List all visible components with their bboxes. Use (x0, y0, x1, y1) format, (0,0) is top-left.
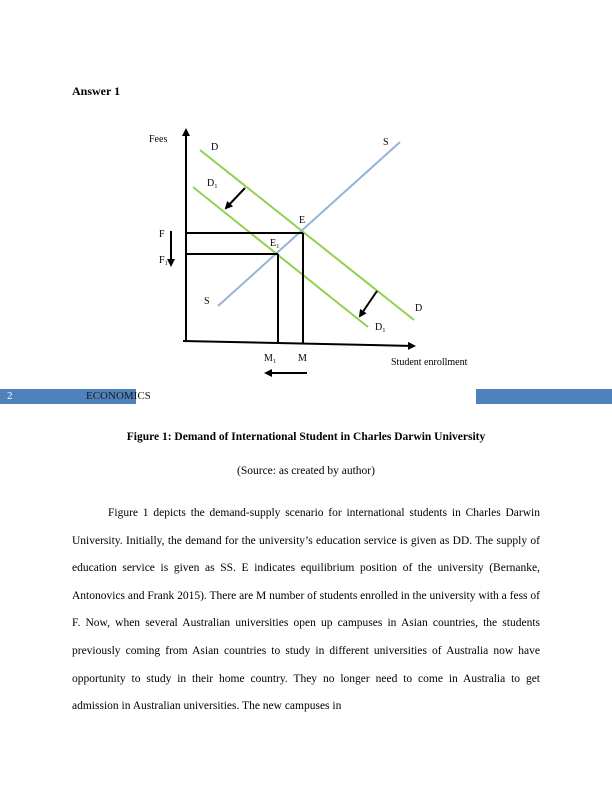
demand-supply-diagram (0, 0, 612, 390)
demand-shift-arrow-top (226, 188, 245, 208)
x-axis-label: Student enrollment (391, 357, 468, 368)
header-band-left (0, 389, 151, 404)
equilibrium-new-label: E₁ (270, 238, 280, 249)
quantity-label: M (298, 353, 307, 364)
equilibrium-label: E (299, 215, 306, 226)
figure-caption: Figure 1: Demand of International Student in Charles Darwin University (126, 431, 486, 443)
figure-source: (Source: as created by author) (237, 465, 375, 477)
demand-shift-arrow-bottom (360, 291, 377, 316)
demand-label-bottom: D (415, 303, 423, 314)
supply-label-top: S (383, 137, 389, 148)
quantity-new-label: M₁ (264, 353, 277, 364)
running-head: ECONOMICS (86, 390, 151, 402)
x-axis (183, 341, 414, 346)
fee-new-label: F₁ (159, 255, 169, 266)
demand-label-top: D (211, 142, 219, 153)
demand-new-label-top: D₁ (207, 178, 218, 189)
page-header-band (0, 389, 612, 404)
page-number: 2 (7, 390, 13, 402)
fee-label: F (159, 229, 165, 240)
demand-new-label-bottom: D₁ (375, 322, 386, 333)
body-paragraph: Figure 1 depicts the demand-supply scenario for international students in Charles Darwin University. Initially, the demand for the university’s education service is given as DD. The supply of education service is given as SS. E indicates equilibrium position of the university (Bernanke, Antonovics and Frank 2015). There are M number of students enrolled in the university with a fess of F. Now, when several Australian universities open up campuses in Asian countries, the students previously coming from Asian countries to study in different universities of Australia now have opportunity to study in their home country. They no longer need to come in Australia to get admission in Australian universities. The new campuses in (72, 507, 540, 713)
y-axis-label: Fees (149, 134, 168, 145)
supply-label-bottom: S (204, 296, 210, 307)
section-heading: Answer 1 (72, 84, 121, 98)
header-band-right (476, 389, 612, 404)
supply-curve (218, 142, 400, 306)
